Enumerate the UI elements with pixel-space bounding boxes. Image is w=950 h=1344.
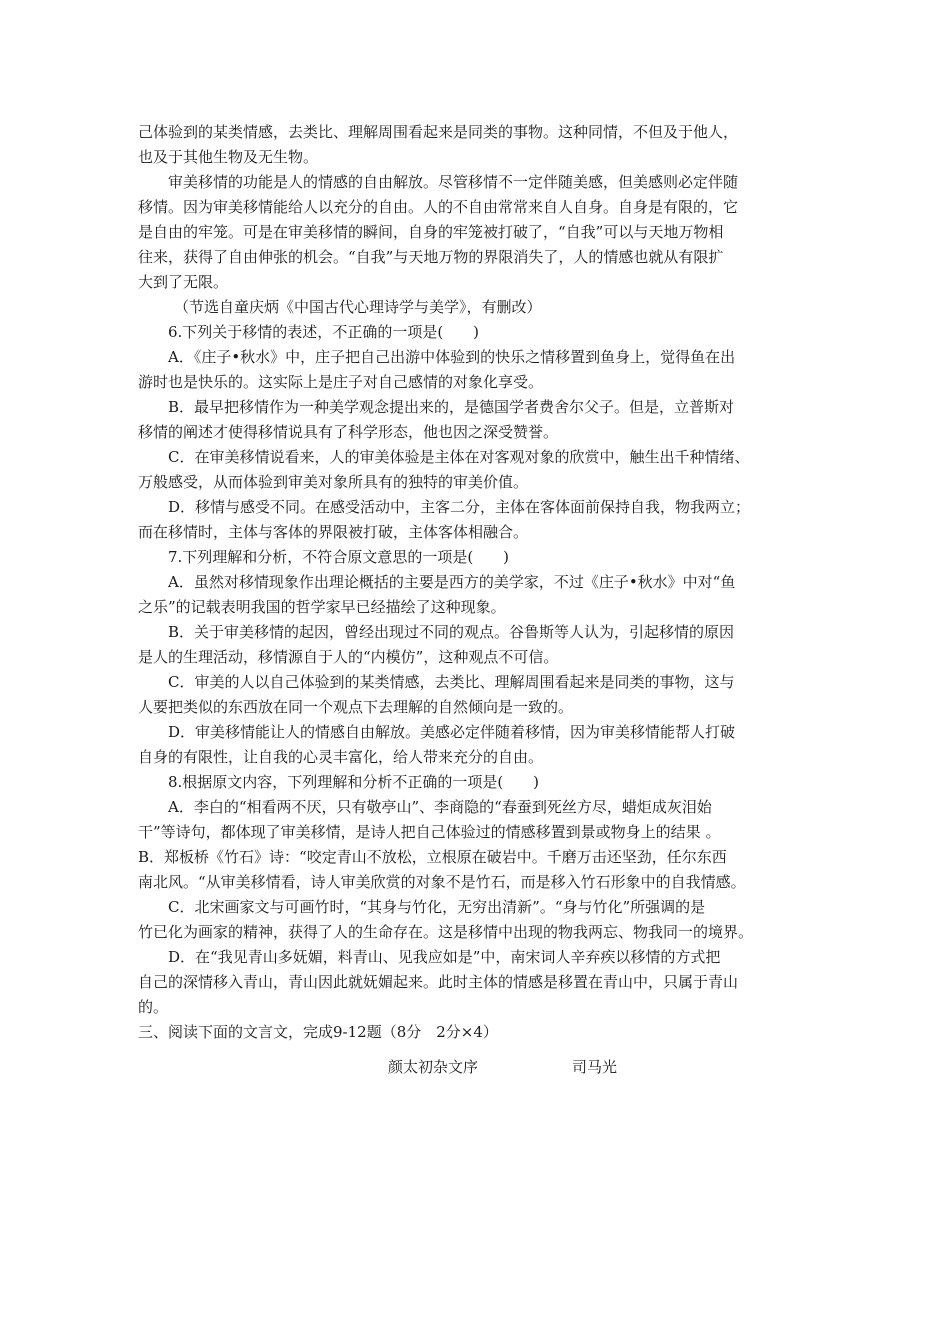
passage-paragraph-2 xyxy=(138,170,818,295)
article-title: 颜太初杂文序 xyxy=(388,1058,479,1076)
option-b: B．郑板桥《竹石》诗：“咬定青山不放松，立根原在破岩中。千磨万击还坚劲，任尔东西 xyxy=(138,848,727,866)
question-7 xyxy=(138,545,818,770)
option-d: D．在“我见青山多妩媚，料青山、见我应如是”中，南宋词人辛弃疾以移情的方式把 xyxy=(168,948,721,966)
article-title-row xyxy=(138,1055,818,1080)
article-author: 司马光 xyxy=(572,1058,618,1076)
passage-paragraph-1 xyxy=(138,120,818,170)
option-d: D．移情与感受不同。在感受活动中，主客二分，主体在客体面前保持自我，物我两立； xyxy=(168,498,751,516)
option-c-cont: 万般感受，从而体验到审美对象所具有的独特的审美价值。 xyxy=(138,473,529,491)
passage-source: （节选自童庆炳《中国古代心理诗学与美学》，有删改） xyxy=(174,298,542,316)
option-d-cont: 自身的有限性，让自我的心灵丰富化，给人带来充分的自由。 xyxy=(138,748,544,766)
option-d-cont: 自己的深情移入青山，青山因此就妩媚起来。此时主体的情感是移置在青山中，只属于青山 xyxy=(138,973,739,991)
text-line: 己体验到的某类情感，去类比、理解周围看起来是同类的事物。这种同情，不但及于他人， xyxy=(138,123,739,141)
option-b: B．关于审美移情的起因，曾经出现过不同的观点。谷鲁斯等人认为，引起移情的原因 xyxy=(168,623,735,641)
option-a: A．《庄子•秋水》中，庄子把自己出游中体验到的快乐之情移置到鱼身上，觉得鱼在出 xyxy=(168,348,736,366)
option-b-cont: 南北风。“从审美移情看，诗人审美欣赏的对象不是竹石，而是移入竹石形象中的自我情感。 xyxy=(138,873,746,891)
text-line: 大到了无限。 xyxy=(138,273,229,291)
option-a-cont: 游时也是快乐的。这实际上是庄子对自己感情的对象化享受。 xyxy=(138,373,544,391)
option-c-cont: 竹已化为画家的精神，获得了人的生命存在。这是移情中出现的物我两忘、物我同一的境界。 xyxy=(138,923,754,941)
text-line: 移情。因为审美移情能给人以充分的自由。人的不自由常常来自人自身。自身是有限的，它 xyxy=(138,198,739,216)
option-d-cont: 的。 xyxy=(138,998,169,1016)
option-b-cont: 是人的生理活动，移情源自于人的“内模仿”，这种观点不可信。 xyxy=(138,648,559,666)
option-b-cont: 移情的阐述才使得移情说具有了科学形态，他也因之深受赞誉。 xyxy=(138,423,559,441)
question-6 xyxy=(138,320,818,545)
section-heading: 三、阅读下面的文言文，完成9-12题（8分 2分×4） xyxy=(138,1023,498,1041)
text-line: 审美移情的功能是人的情感的自由解放。尽管移情不一定伴随美感，但美感则必定伴随 xyxy=(168,173,739,191)
question-stem: 6.下列关于移情的表述，不正确的一项是( ) xyxy=(168,323,480,341)
option-a: A．李白的“相看两不厌，只有敬亭山”、李商隐的“春蚕到死丝方尽，蜡炬成灰泪始 xyxy=(168,798,712,816)
option-b: B．最早把移情作为一种美学观念提出来的，是德国学者费舍尔父子。但是，立普斯对 xyxy=(168,398,735,416)
text-line: 也及于其他生物及无生物。 xyxy=(138,148,319,166)
text-line: 往来，获得了自由伸张的机会。“自我”与天地万物的界限消失了，人的情感也就从有限扩 xyxy=(138,248,724,266)
option-d-cont: 而在移情时，主体与客体的界限被打破，主体客体相融合。 xyxy=(138,523,529,541)
question-stem: 8.根据原文内容，下列理解和分析不正确的一项是( ) xyxy=(168,773,540,791)
document-page xyxy=(138,120,818,1080)
question-8 xyxy=(138,770,818,1020)
option-a-cont: 干”等诗句，都体现了审美移情，是诗人把自己体验过的情感移置到景或物身上的结果 。 xyxy=(138,823,721,841)
option-c: C．北宋画家文与可画竹时，“其身与竹化，无穷出清新”。“身与竹化”所强调的是 xyxy=(168,898,706,916)
option-c: C．审美的人以自己体验到的某类情感，去类比、理解周围看起来是同类的事物，这与 xyxy=(168,673,735,691)
option-a: A．虽然对移情现象作出理论概括的主要是西方的美学家，不过《庄子•秋水》中对“鱼 xyxy=(168,573,736,591)
option-c-cont: 人要把类似的东西放在同一个观点下去理解的自然倾向是一致的。 xyxy=(138,698,574,716)
question-stem: 7.下列理解和分析，不符合原文意思的一项是( ) xyxy=(168,548,510,566)
option-c: C．在审美移情说看来，人的审美体验是主体在对客观对象的欣赏中，触生出千种情绪、 xyxy=(168,448,750,466)
text-line: 是自由的牢笼。可是在审美移情的瞬间，自身的牢笼被打破了，“自我”可以与天地万物相 xyxy=(138,223,724,241)
option-d: D．审美移情能让人的情感自由解放。美感必定伴随着移情，因为审美移情能帮人打破 xyxy=(168,723,736,741)
option-a-cont: 之乐”的记载表明我国的哲学家早已经描绘了这种现象。 xyxy=(138,598,506,616)
